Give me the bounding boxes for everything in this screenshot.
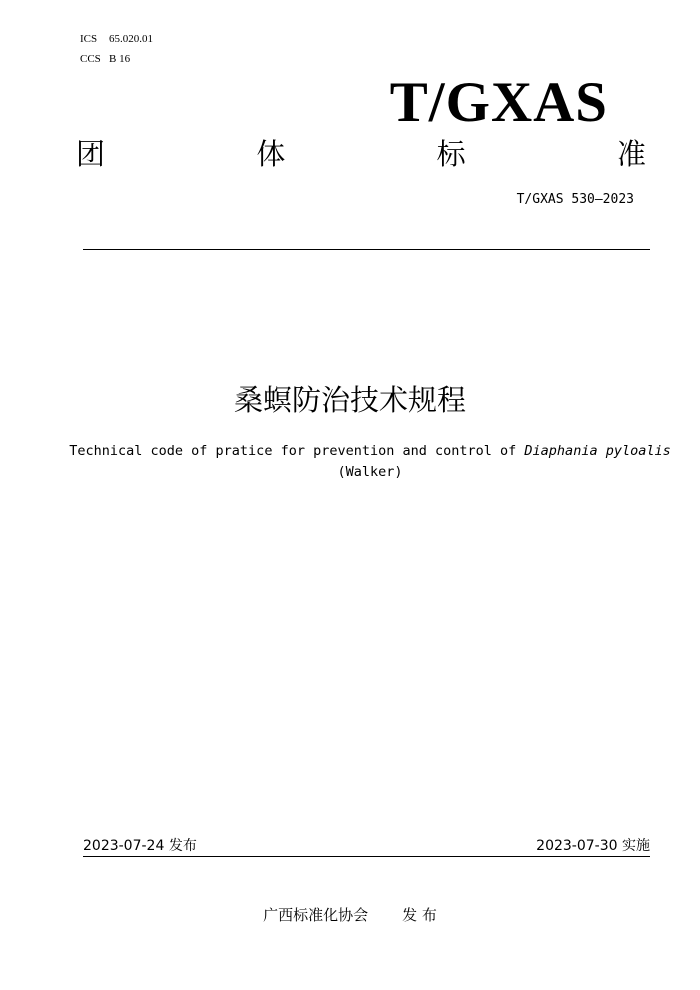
- title-english-prefix: Technical code of pratice for prevention and control of: [69, 443, 517, 459]
- ccs-code: B 16: [109, 53, 131, 65]
- implementation-date-value: 2023-07-30: [536, 838, 618, 854]
- ics-code-line: [80, 33, 153, 45]
- standard-number: T/GXAS 530—2023: [516, 192, 634, 207]
- issuer-action: 发 布: [402, 906, 437, 924]
- document-title-chinese: 桑螟防治技术规程: [233, 383, 466, 417]
- standard-type-char-3: 标: [436, 137, 466, 171]
- ccs-label: CCS: [80, 53, 101, 65]
- title-english-species: Diaphania pyloalis: [524, 443, 671, 459]
- top-divider: [83, 249, 650, 250]
- standard-type-char-4: 准: [616, 137, 646, 171]
- ccs-code-line: [80, 53, 130, 65]
- implementation-date-label: 实施: [622, 838, 650, 854]
- standard-type-char-1: 团: [76, 137, 106, 171]
- ics-code: 65.020.01: [109, 33, 153, 45]
- standard-type-char-2: 体: [256, 137, 286, 171]
- issue-date-value: 2023-07-24: [83, 838, 165, 854]
- standard-type-heading: [76, 136, 646, 172]
- organization-mark: T/GXAS: [389, 71, 608, 134]
- title-english-suffix: (Walker): [337, 464, 403, 480]
- bottom-divider: [83, 856, 650, 857]
- implementation-date: [536, 835, 650, 855]
- issuer-name: 广西标准化协会: [263, 906, 369, 924]
- issuer-line: [0, 904, 700, 925]
- issue-date-label: 发布: [168, 838, 197, 854]
- document-title-english: [60, 441, 680, 483]
- ics-label: ICS: [80, 33, 98, 45]
- issue-date: [83, 835, 197, 855]
